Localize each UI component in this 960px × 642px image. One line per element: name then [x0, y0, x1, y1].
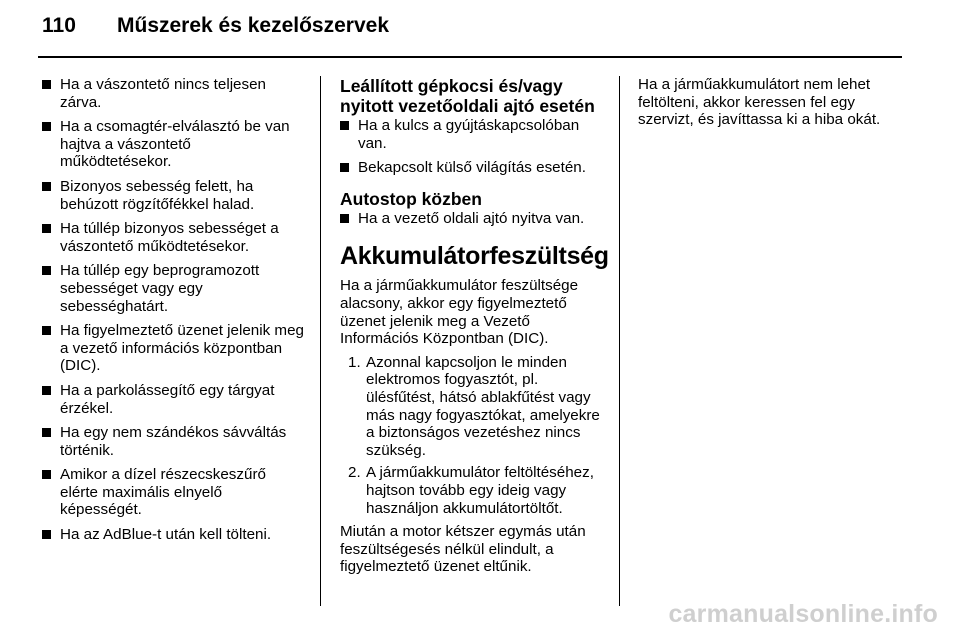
square-bullet-icon — [42, 530, 51, 539]
square-bullet-icon — [42, 80, 51, 89]
list-item: Ha a kulcs a gyújtáskapcsolóban van. — [340, 117, 606, 152]
bullet-list-left — [42, 76, 304, 544]
chapter-title: Műszerek és kezelőszervek — [117, 14, 390, 37]
list-item: Ha a parkolássegítő egy tárgyat érzékel. — [42, 382, 304, 417]
header-rule — [38, 56, 902, 58]
list-item: Amikor a dízel részecskeszűrő elérte maximális elnyelő képességét. — [42, 466, 304, 519]
battery-service-paragraph: Ha a járműakkumulátort nem lehet feltölteni, akkor keressen fel egy szervizt, és javíttassa ki a hiba okát. — [638, 76, 881, 129]
square-bullet-icon — [42, 266, 51, 275]
list-item: Ha a csomagtér-elválasztó be van hajtva a vászontető működtetésekor. — [42, 118, 304, 171]
square-bullet-icon — [340, 163, 349, 172]
list-item: Ha túllép bizonyos sebességet a vászontető működtetésekor. — [42, 220, 304, 255]
section-heading-autostop: Autostop közben — [340, 188, 482, 209]
column-left — [42, 76, 304, 551]
list-item: 1. Azonnal kapcsoljon le minden elektromos fogyasztót, pl. ülésfűtést, hátsó ablakfűtést vagy más nagy fogyasztókat, amelyekre a biztonságos vezetéshez nincs szükség. — [348, 353, 600, 459]
square-bullet-icon — [42, 182, 51, 191]
list-item: Bekapcsolt külső világítás esetén. — [340, 159, 606, 177]
bullet-list-parked — [340, 117, 606, 177]
list-item: Bizonyos sebesség felett, ha behúzott rögzítőfékkel halad. — [42, 178, 304, 213]
list-item: Ha a vezető oldali ajtó nyitva van. — [340, 210, 606, 228]
page-header — [42, 14, 389, 54]
battery-outro-paragraph: Miután a motor kétszer egymás után feszültségesés nélkül elindult, a figyelmeztető üzenet eltűnik. — [340, 523, 586, 576]
column-middle — [340, 76, 609, 582]
watermark-text: carmanualsonline.info — [668, 600, 938, 628]
battery-intro-paragraph: Ha a járműakkumulátor feszültsége alacsony, akkor egy figyelmeztető üzenet jelenik meg a Vezető Információs Központban (DIC). — [340, 277, 579, 348]
list-item: Ha figyelmeztető üzenet jelenik meg a vezető információs központban (DIC). — [42, 322, 304, 375]
square-bullet-icon — [42, 122, 51, 131]
square-bullet-icon — [340, 214, 349, 223]
square-bullet-icon — [42, 428, 51, 437]
square-bullet-icon — [42, 386, 51, 395]
list-item: 2. A járműakkumulátor feltöltéséhez, hajtson tovább egy ideig vagy használjon akkumulátortöltőt. — [348, 464, 594, 517]
battery-steps-list — [340, 354, 606, 517]
square-bullet-icon — [42, 224, 51, 233]
section-heading-battery-voltage: Akkumulátorfeszültség — [340, 242, 609, 271]
list-item: Ha egy nem szándékos sávváltás történik. — [42, 424, 304, 459]
square-bullet-icon — [340, 121, 349, 130]
list-item: Ha a vászontető nincs teljesen zárva. — [42, 76, 304, 111]
list-item: Ha túllép egy beprogramozott sebességet vagy egy sebességhatárt. — [42, 262, 304, 315]
column-divider — [619, 76, 620, 606]
square-bullet-icon — [42, 470, 51, 479]
list-item: Ha az AdBlue-t után kell tölteni. — [42, 526, 304, 544]
square-bullet-icon — [42, 326, 51, 335]
column-divider — [320, 76, 321, 606]
column-right — [638, 76, 908, 135]
page-number: 110 — [42, 14, 76, 37]
section-heading-parked: Leállított gépkocsi és/vagy nyitott vezetőoldali ajtó esetén — [340, 76, 595, 116]
bullet-list-autostop — [340, 210, 606, 228]
